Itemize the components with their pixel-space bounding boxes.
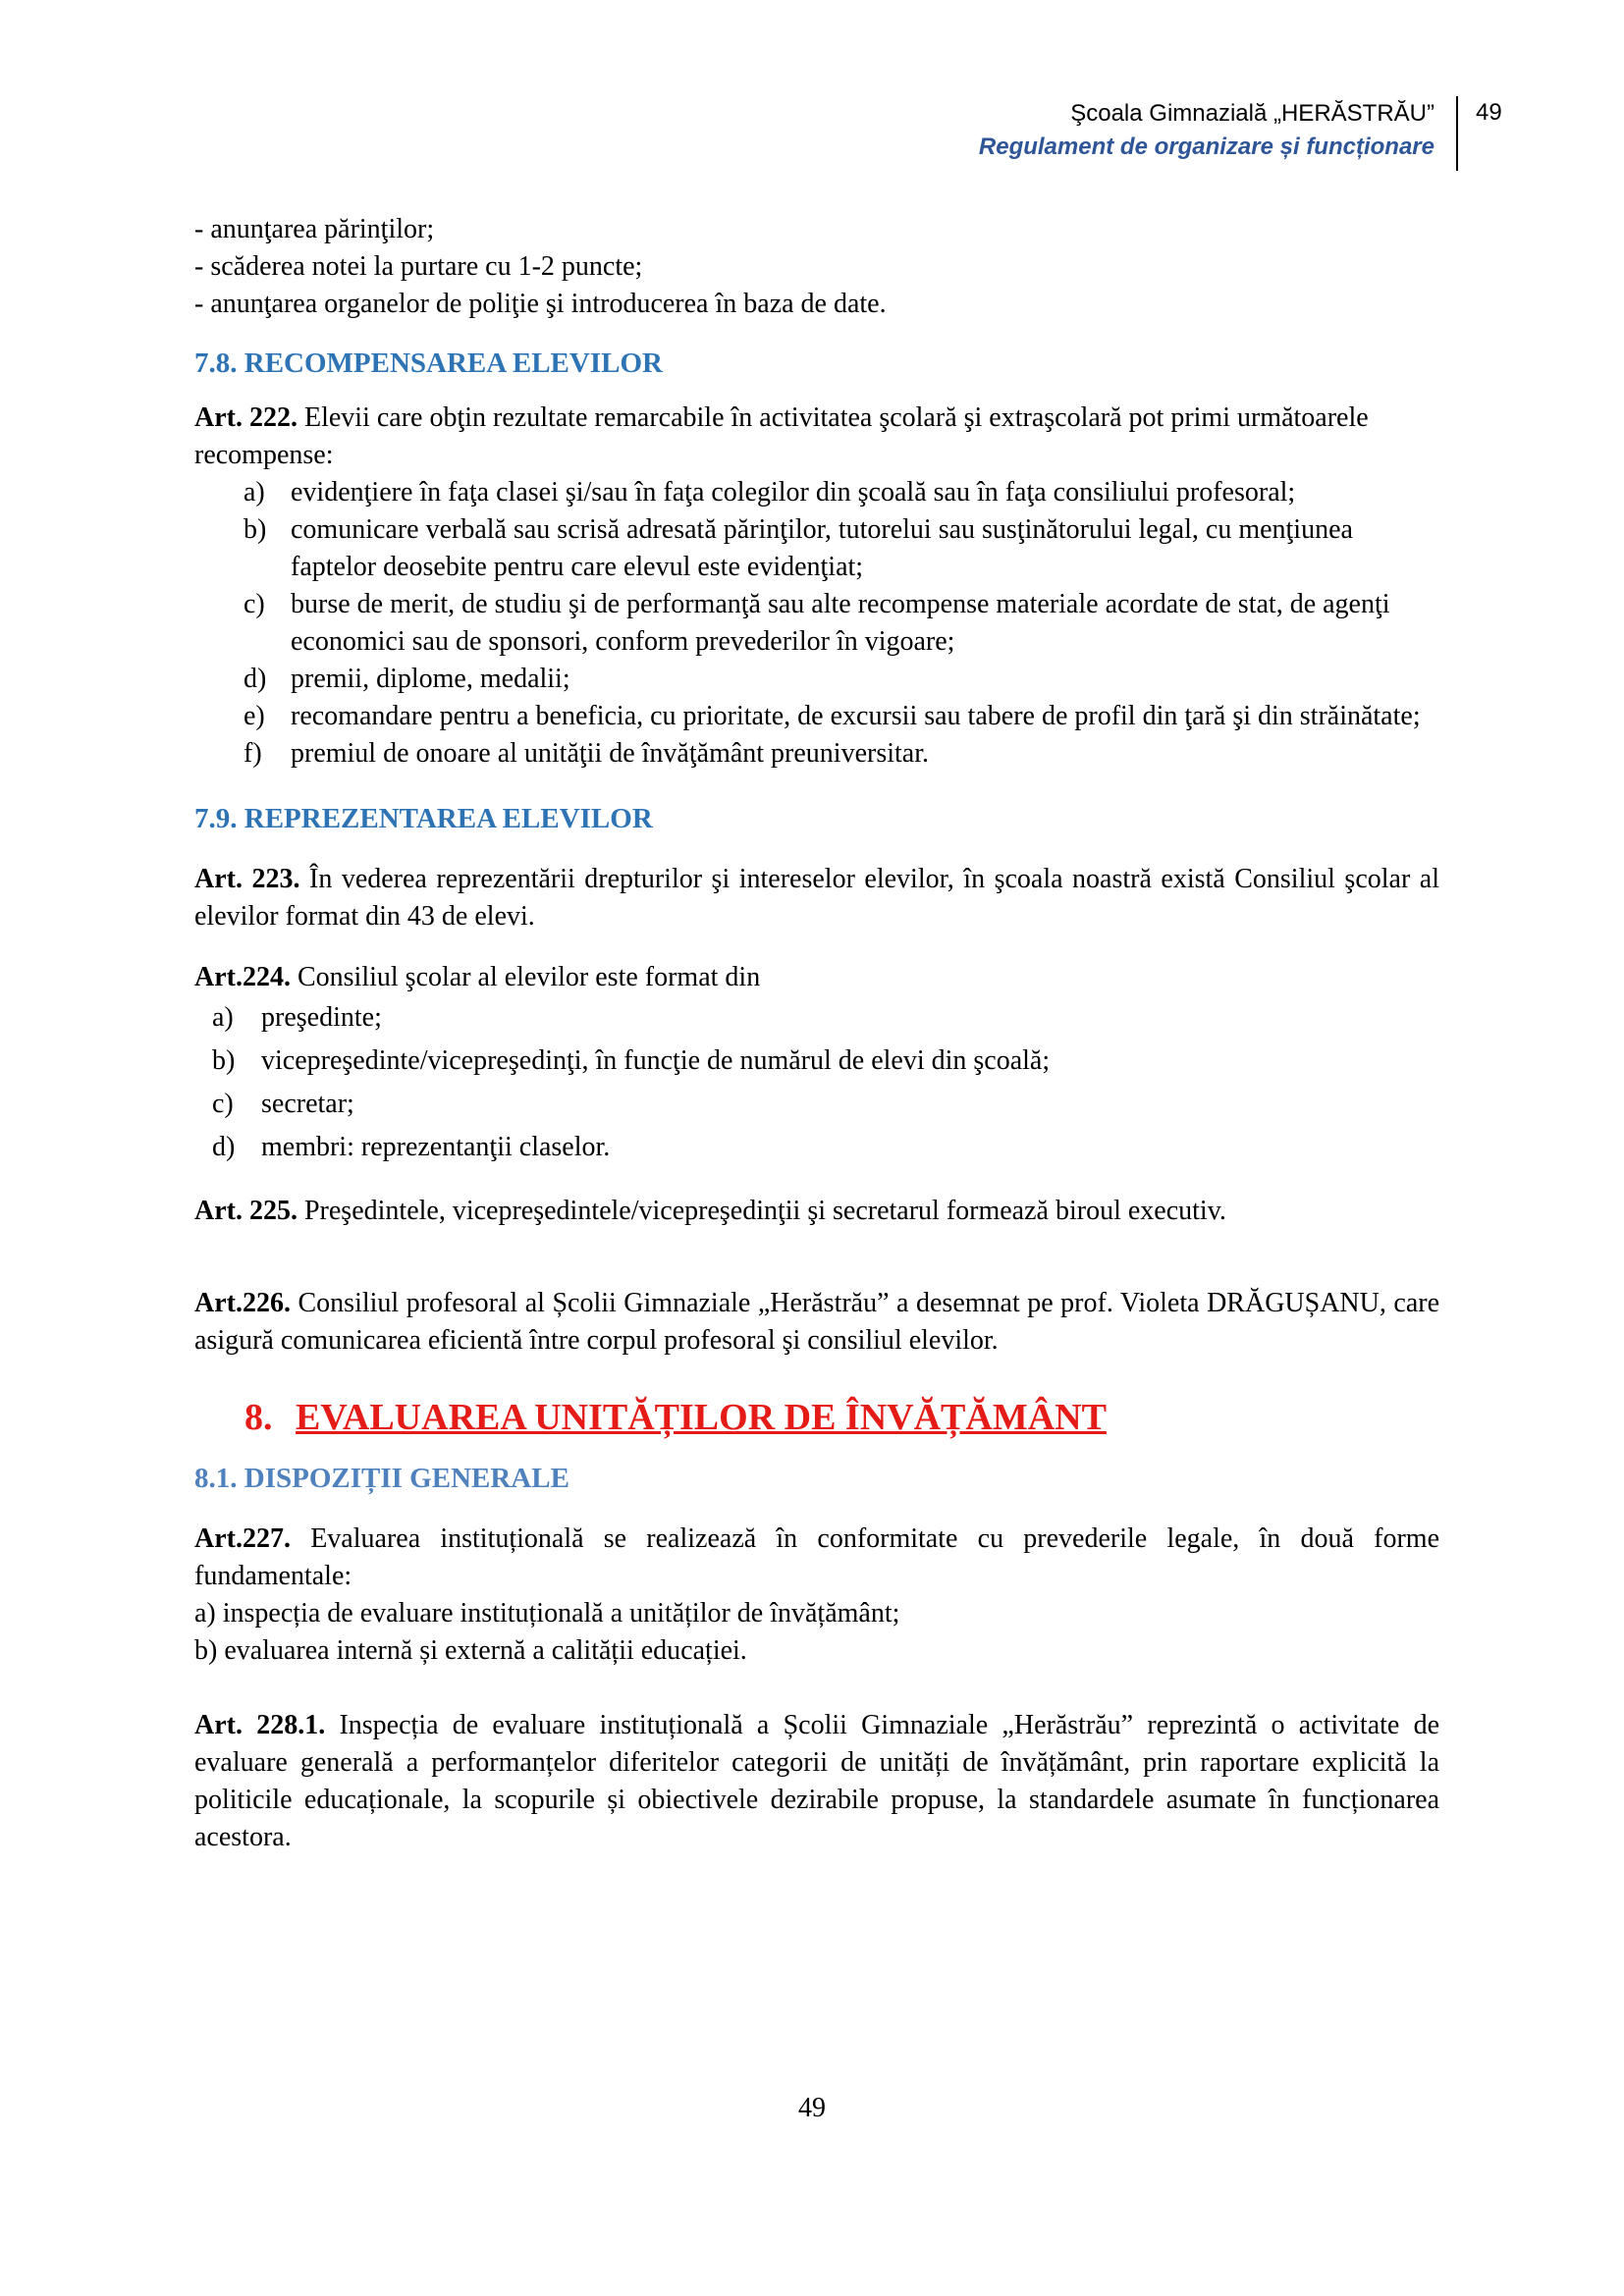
document-subtitle: Regulament de organizare și funcționare xyxy=(978,133,1435,160)
school-name: Şcoala Gimnazială „HERĂSTRĂU” xyxy=(1070,100,1435,127)
list-item: e) recomandare pentru a beneficia, cu prioritate, de excursii sau tabere de profil din ţară şi din străinătate; xyxy=(244,701,1421,731)
article-label: Art. 225. xyxy=(194,1196,298,1226)
article-227-line: a) inspecția de evaluare instituțională a unităților de învățământ; xyxy=(194,1598,900,1629)
article-text: Elevii care obţin rezultate remarcabile în activitatea şcolară şi extraşcolară pot primi următoarele recompense: xyxy=(194,402,1369,470)
article-226 xyxy=(194,1285,1439,1360)
council-list xyxy=(194,996,1439,1169)
chapter-title: EVALUAREA UNITĂȚILOR DE ÎNVĂȚĂMÂNT xyxy=(296,1397,1107,1438)
section-heading-7-9: 7.9. REPREZENTAREA ELEVILOR xyxy=(194,803,653,834)
article-223 xyxy=(194,861,1439,935)
article-text: Consiliul şcolar al elevilor este format din xyxy=(290,962,761,992)
article-label: Art.224. xyxy=(194,962,291,992)
article-text: Consiliul profesoral al Școlii Gimnaziale „Herăstrău” a desemnat pe prof. Violeta DRĂGUȘANU, care asigură comunicarea eficientă între corpul profesoral şi consiliul elevilor. xyxy=(194,1288,1439,1356)
chapter-number: 8. xyxy=(244,1397,273,1438)
article-227 xyxy=(194,1521,1439,1595)
article-222 xyxy=(194,400,1439,474)
page-header xyxy=(979,96,1458,171)
article-label: Art.226. xyxy=(194,1288,291,1318)
list-item: a) preşedinte; xyxy=(212,1002,382,1033)
article-label: Art. 222. xyxy=(194,402,298,433)
section-heading-7-8: 7.8. RECOMPENSAREA ELEVILOR xyxy=(194,347,663,379)
intro-line: - scăderea notei la purtare cu 1-2 puncte; xyxy=(194,251,643,282)
article-text: Preşedintele, vicepreşedintele/vicepreşedinţii şi secretarul formează biroul executiv. xyxy=(297,1196,1226,1226)
article-text: Inspecția de evaluare instituțională a Școlii Gimnaziale „Herăstrău” reprezintă o activitate de evaluare generală a performanțelor diferitelor categorii de unități de învățământ, prin raportare explicită la politicile educaționale, la scopurile și obiectivele dezirabile propuse, la standardele asumate în funcționarea acestora. xyxy=(194,1710,1439,1852)
article-text: În vederea reprezentării drepturilor şi intereselor elevilor, în şcoala noastră există Consiliul şcolar al elevilor format din 43 de elevi. xyxy=(194,864,1439,932)
article-label: Art. 223. xyxy=(194,864,300,894)
intro-line: - anunţarea organelor de poliţie şi introducerea în baza de date. xyxy=(194,289,887,319)
footer-page-number: 49 xyxy=(798,2093,826,2123)
article-text: Evaluarea instituțională se realizează în conformitate cu prevederile legale, în două forme fundamentale: xyxy=(194,1523,1439,1591)
list-item: d) membri: reprezentanţii claselor. xyxy=(212,1132,611,1162)
article-224 xyxy=(194,959,1439,996)
intro-line: - anunţarea părinţilor; xyxy=(194,214,435,244)
chapter-heading-8 xyxy=(194,1393,1439,1442)
rewards-list xyxy=(194,474,1439,773)
list-item: c) burse de merit, de studiu şi de performanţă sau alte recompense materiale acordate de stat, de agenţi economici sau de sponsori, conform prevederilor în vigoare; xyxy=(244,589,1390,657)
article-label: Art.227. xyxy=(194,1523,291,1554)
list-item: c) secretar; xyxy=(212,1089,354,1119)
list-item: a) evidenţiere în faţa clasei şi/sau în faţa colegilor din şcoală sau în faţa consiliului profesoral; xyxy=(244,477,1296,507)
list-item: d) premii, diplome, medalii; xyxy=(244,664,570,694)
article-225 xyxy=(194,1193,1439,1230)
section-heading-8-1: 8.1. DISPOZIȚII GENERALE xyxy=(194,1463,569,1494)
list-item: b) comunicare verbală sau scrisă adresată părinţilor, tutorelui sau susţinătorului legal, cu menţiunea faptelor deosebite pentru care elevul este evidenţiat; xyxy=(244,514,1353,582)
article-228-1 xyxy=(194,1707,1439,1856)
document-body xyxy=(194,211,1439,1856)
list-item: f) premiul de onoare al unităţii de învăţământ preuniversitar. xyxy=(244,738,930,769)
list-item: b) vicepreşedinte/vicepreşedinţi, în funcţie de numărul de elevi din şcoală; xyxy=(212,1045,1051,1076)
article-label: Art. 228.1. xyxy=(194,1710,326,1740)
article-227-line: b) evaluarea internă și externă a calității educației. xyxy=(194,1635,747,1666)
header-page-number: 49 xyxy=(1476,99,1502,126)
